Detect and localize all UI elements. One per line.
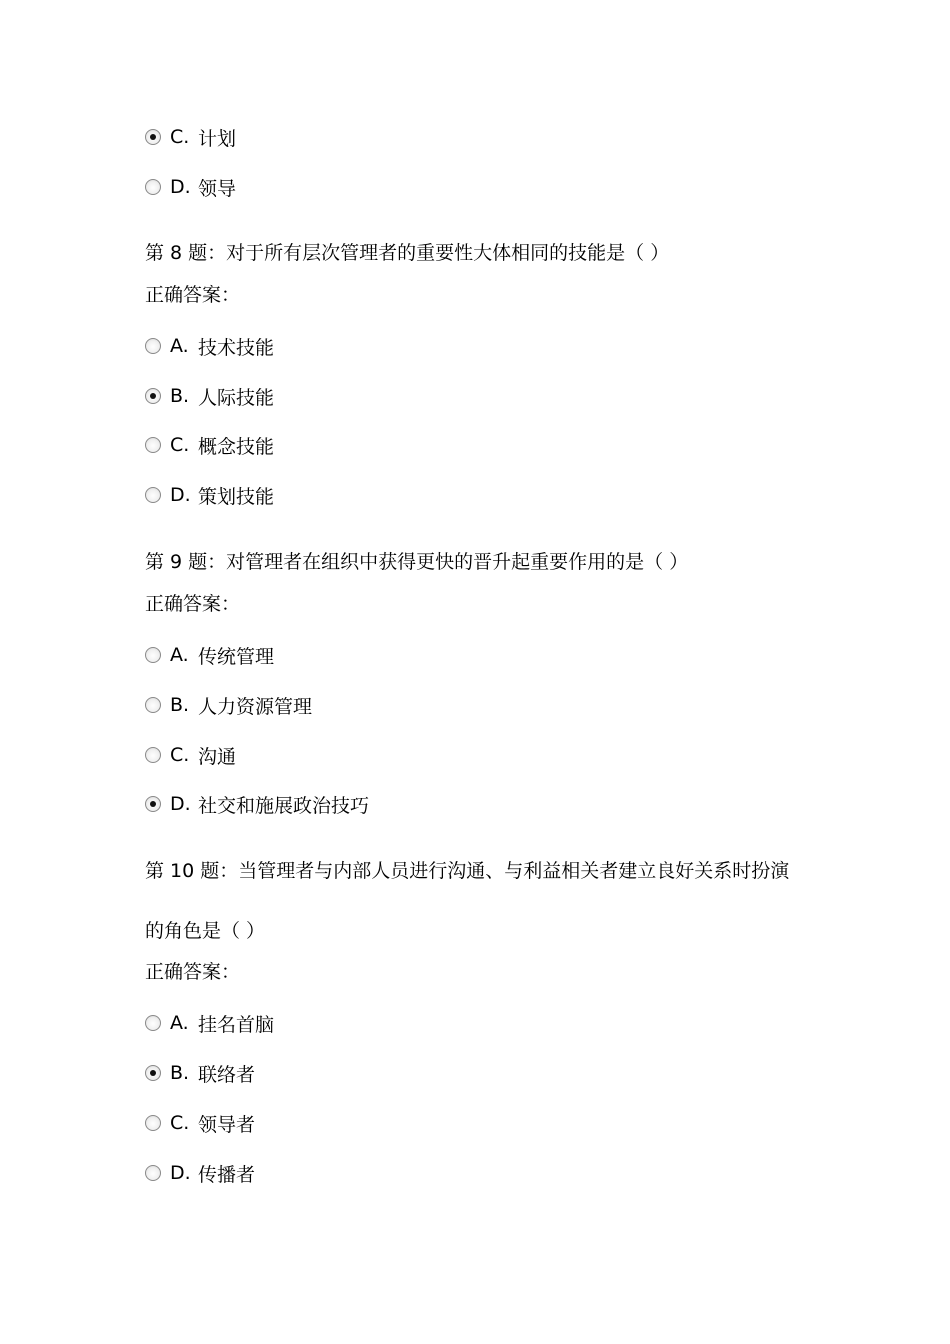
radio-unchecked-icon[interactable] <box>145 1115 161 1131</box>
option-q8-a[interactable] <box>145 334 274 358</box>
option-letter: A. <box>170 1012 189 1034</box>
option-letter: D. <box>170 484 191 506</box>
option-letter: B. <box>170 1062 190 1084</box>
option-letter: C. <box>170 1112 190 1134</box>
question-10-title-line2: 的角色是（ ） <box>145 920 266 942</box>
option-text: 人际技能 <box>198 386 275 409</box>
option-q9-a[interactable] <box>145 643 274 667</box>
option-letter: C. <box>170 744 190 766</box>
radio-unchecked-icon[interactable] <box>145 437 161 453</box>
option-q8-b[interactable] <box>145 384 274 408</box>
radio-unchecked-icon[interactable] <box>145 487 161 503</box>
option-q7-c[interactable] <box>145 125 236 149</box>
option-letter: A. <box>170 335 189 357</box>
option-letter: C. <box>170 434 190 456</box>
option-letter: D. <box>170 793 191 815</box>
option-text: 计划 <box>198 127 237 150</box>
question-10-answer-label: 正确答案： <box>145 961 241 983</box>
radio-checked-icon[interactable] <box>145 388 161 404</box>
option-letter: C. <box>170 126 190 148</box>
radio-unchecked-icon[interactable] <box>145 338 161 354</box>
option-text: 策划技能 <box>198 485 275 508</box>
option-letter: B. <box>170 385 190 407</box>
option-q10-c[interactable] <box>145 1111 255 1135</box>
option-q9-b[interactable] <box>145 693 312 717</box>
option-text: 传播者 <box>198 1163 256 1186</box>
option-letter: D. <box>170 176 191 198</box>
option-text: 沟通 <box>198 745 237 768</box>
option-text: 联络者 <box>198 1063 256 1086</box>
radio-unchecked-icon[interactable] <box>145 697 161 713</box>
radio-unchecked-icon[interactable] <box>145 1165 161 1181</box>
option-text: 传统管理 <box>198 645 275 668</box>
radio-checked-icon[interactable] <box>145 796 161 812</box>
radio-checked-icon[interactable] <box>145 129 161 145</box>
option-text: 挂名首脑 <box>198 1013 275 1036</box>
option-q9-d[interactable] <box>145 792 369 816</box>
question-10-title-line1: 第 10 题：当管理者与内部人员进行沟通、与利益相关者建立良好关系时扮演 <box>145 860 790 882</box>
option-letter: D. <box>170 1162 191 1184</box>
option-q10-a[interactable] <box>145 1011 274 1035</box>
radio-unchecked-icon[interactable] <box>145 647 161 663</box>
option-q9-c[interactable] <box>145 743 236 767</box>
option-q8-c[interactable] <box>145 433 274 457</box>
radio-unchecked-icon[interactable] <box>145 747 161 763</box>
option-q8-d[interactable] <box>145 483 274 507</box>
radio-checked-icon[interactable] <box>145 1065 161 1081</box>
option-text: 领导者 <box>198 1113 256 1136</box>
question-8-answer-label: 正确答案： <box>145 284 241 306</box>
option-letter: B. <box>170 694 190 716</box>
radio-unchecked-icon[interactable] <box>145 179 161 195</box>
option-text: 社交和施展政治技巧 <box>198 794 370 817</box>
option-text: 人力资源管理 <box>198 695 313 718</box>
option-q10-b[interactable] <box>145 1061 255 1085</box>
option-text: 概念技能 <box>198 435 275 458</box>
question-8-title: 第 8 题：对于所有层次管理者的重要性大体相同的技能是（ ） <box>145 242 670 264</box>
radio-unchecked-icon[interactable] <box>145 1015 161 1031</box>
option-q10-d[interactable] <box>145 1161 255 1185</box>
question-9-answer-label: 正确答案： <box>145 593 241 615</box>
option-text: 领导 <box>198 177 237 200</box>
option-q7-d[interactable] <box>145 175 236 199</box>
question-9-title: 第 9 题：对管理者在组织中获得更快的晋升起重要作用的是（ ） <box>145 551 689 573</box>
option-text: 技术技能 <box>198 336 275 359</box>
option-letter: A. <box>170 644 189 666</box>
